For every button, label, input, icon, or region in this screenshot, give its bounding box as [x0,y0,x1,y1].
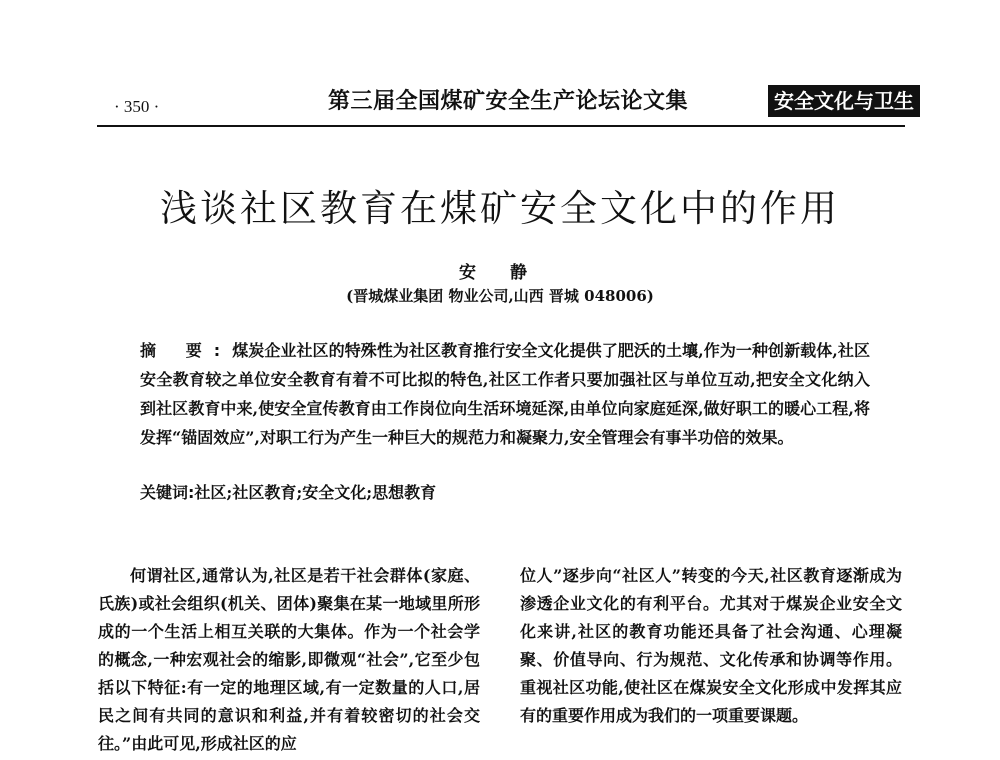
body-left-column: 何谓社区,通常认为,社区是若干社会群体(家庭、氏族)或社会组织(机关、团体)聚集在某一地域里所形成的一个生活上相互关联的大集体。作为一个社会学的概念,一种宏观社会的缩影,即微观“社会”,它至少包括以下特征:有一定的地理区域,有一定数量的人口,居民之间有共同的意识和利益,并有着较密切的社会交往。”由此可见,形成社区的应 [98,566,480,753]
abstract-label: 摘 要: [140,341,233,360]
body-right-column: 位人”逐步向“社区人”转变的今天,社区教育逐渐成为渗透企业文化的有利平台。尤其对于煤炭企业安全文化来讲,社区的教育功能还具备了社会沟通、心理凝聚、价值导向、行为规范、文化传承和协调等作用。重视社区功能,使社区在煤炭安全文化形成中发挥其应有的重要作用成为我们的一项重要课题。 [520,566,902,725]
article-title: 浅谈社区教育在煤矿安全文化中的作用 [160,187,840,230]
author: 安 静 [459,263,541,283]
running-title: 第三届全国煤矿安全生产论坛论文集 [328,89,689,114]
abstract [140,336,870,452]
abstract-text: 煤炭企业社区的特殊性为社区教育推行安全文化提供了肥沃的土壤,作为一种创新载体,社区安全教育较之单位安全教育有着不可比拟的特色,社区工作者只要加强社区与单位互动,把安全文化纳入到社区教育中来,使安全宣传教育由工作岗位向生活环境延深,由单位向家庭延深,做好职工的暖心工程,将发挥“锚固效应”,对职工行为产生一种巨大的规范力和凝聚力,安全管理会有事半功倍的效果。 [140,341,870,447]
page-number: · 350 · [114,97,160,116]
section-tag: 安全文化与卫生 [768,85,920,117]
header-rule [97,125,905,127]
affiliation: (晋城煤业集团 物业公司,山西 晋城 048006) [346,287,654,305]
keywords [140,480,870,503]
keywords-text: 社区;社区教育;安全文化;思想教育 [194,483,437,502]
keywords-label: 关键词: [140,483,195,502]
